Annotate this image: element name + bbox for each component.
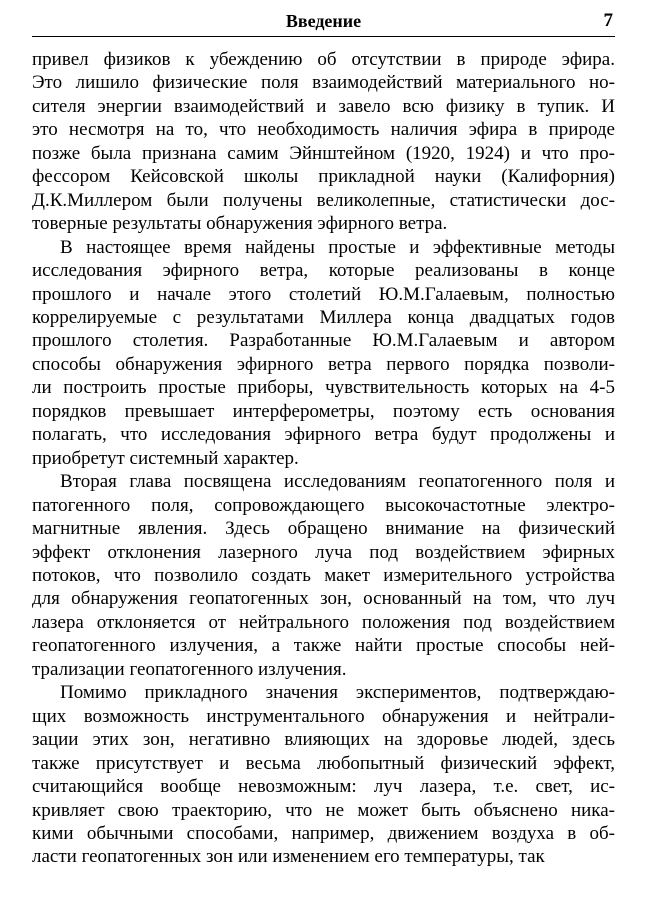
paragraph <box>32 470 615 681</box>
text-line: коррелируемые с результатами Миллера конца двадцатых годов <box>32 306 615 328</box>
text-line: полагать, что исследования эфирного ветра будут продолжены и <box>32 424 615 446</box>
text-line: трализации геопатогенного излучения. <box>32 658 347 680</box>
running-head <box>32 0 615 37</box>
paragraph <box>32 48 615 236</box>
text-line: это несмотря на то, что необходимость наличия эфира в природе <box>32 119 615 141</box>
text-line: ли построить простые приборы, чувствительность которых на 4-5 <box>32 377 615 399</box>
text-line: прошлого столетия. Разработанные Ю.М.Галаевым и автором <box>32 330 615 352</box>
page-number: 7 <box>603 10 613 31</box>
text-line: прошлого и начале этого столетий Ю.М.Галаевым, полностью <box>32 283 615 305</box>
text-line: Вторая глава посвящена исследованиям геопатогенного поля и <box>60 471 615 493</box>
text-line: потоков, что позволило создать макет измерительного устройства <box>32 564 615 586</box>
text-line: для обнаружения геопатогенных зон, основанный на том, что луч <box>32 588 615 610</box>
text-line: Это лишило физические поля взаимодействий материального но- <box>32 72 615 94</box>
text-line: также присутствует и весьма любопытный физический эффект, <box>32 752 615 774</box>
text-line: ласти геопатогенных зон или изменением его температуры, так <box>32 846 545 868</box>
text-line: порядков превышает интерферометры, поэтому есть основания <box>32 400 615 422</box>
text-line: исследования эфирного ветра, которые реализованы в конце <box>32 260 615 282</box>
body-text <box>32 48 615 869</box>
text-line: В настоящее время найдены простые и эффективные методы <box>60 236 615 258</box>
book-page <box>32 0 615 869</box>
text-line: Помимо прикладного значения экспериментов, подтверждаю- <box>60 682 615 704</box>
text-line: лазера отклоняется от нейтрального положения под воздействием <box>32 611 615 633</box>
text-line: щих возможность инструментального обнаружения и нейтрали- <box>32 705 615 727</box>
text-line: привел физиков к убеждению об отсутствии в природе эфира. <box>32 49 615 70</box>
text-line: фессором Кейсовской школы прикладной науки (Калифорния) <box>32 166 615 188</box>
text-line: кривляет свою траекторию, что не может быть объяснено ника- <box>32 799 615 821</box>
text-line: способы обнаружения эфирного ветра первого порядка позволи- <box>32 353 615 375</box>
text-line: товерные результаты обнаружения эфирного ветра. <box>32 213 448 235</box>
text-line: приобретут системный характер. <box>32 447 299 469</box>
text-line: позже была признана самим Эйнштейном (1920, 1924) и что про- <box>32 142 615 164</box>
text-line: патогенного поля, сопровождающего высокочастотные электро- <box>32 494 615 516</box>
text-line: магнитные явления. Здесь обращено внимание на физический <box>32 518 615 540</box>
text-line: считающийся вообще невозможным: луч лазера, т.е. свет, ис- <box>32 776 615 798</box>
text-line: кими обычными способами, например, движением воздуха в об- <box>32 822 615 844</box>
chapter-title: Введение <box>285 11 362 31</box>
text-line: зации этих зон, негативно влияющих на здоровье людей, здесь <box>32 729 615 751</box>
paragraph <box>32 681 615 869</box>
text-line: эффект отклонения лазерного луча под воздействием эфирных <box>32 541 615 563</box>
text-line: сителя энергии взаимодействий и завело всю физику в тупик. И <box>32 95 615 117</box>
text-line: геопатогенного излучения, а также найти простые способы ней- <box>32 635 615 657</box>
paragraph <box>32 236 615 471</box>
text-line: Д.К.Миллером были получены великолепные, статистически дос- <box>32 189 615 211</box>
